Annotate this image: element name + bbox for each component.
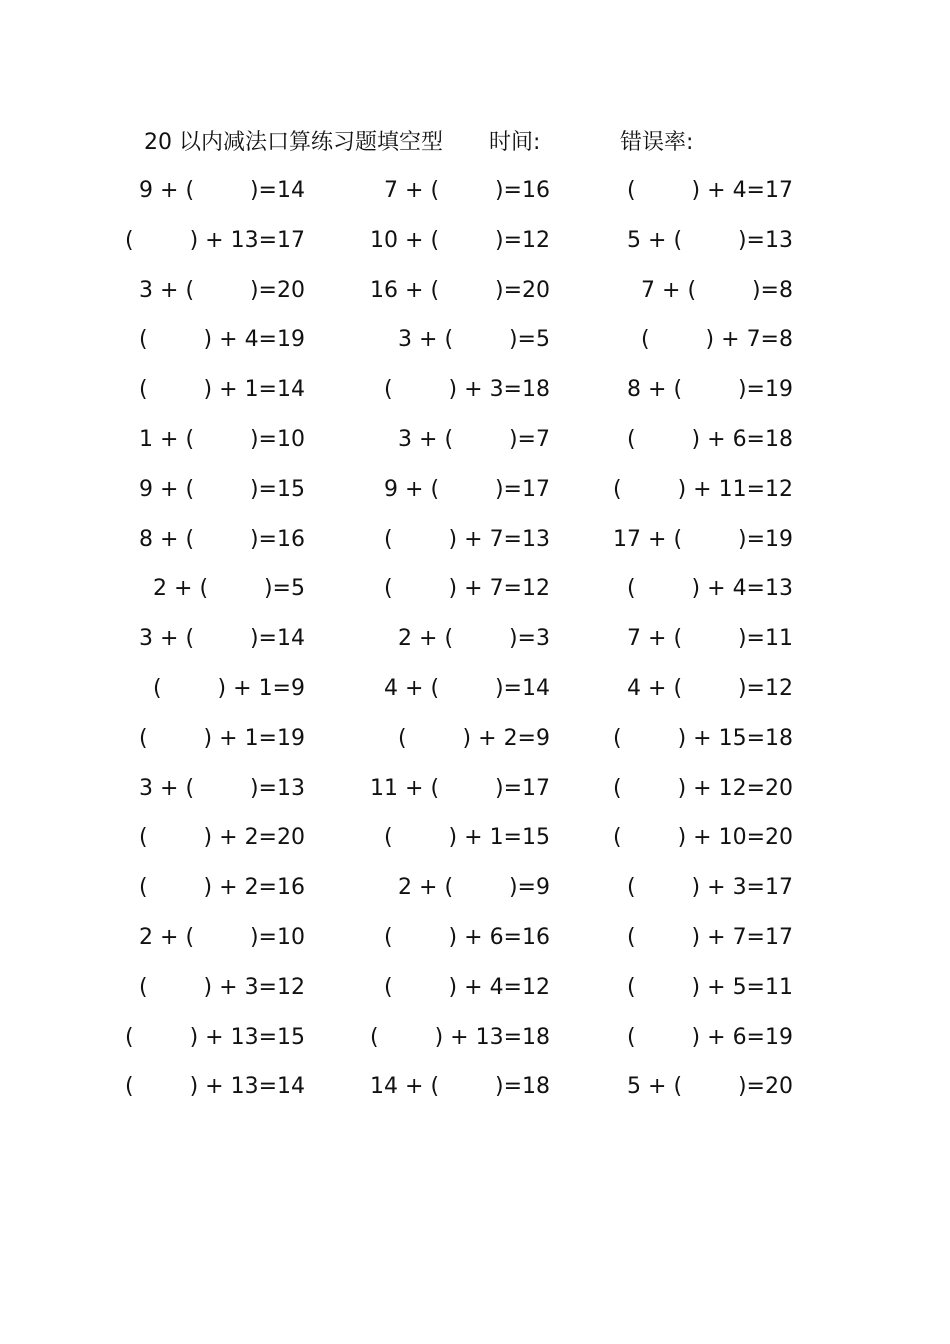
math-problem: 3 + ( )=5	[398, 327, 550, 353]
math-problem: 14 + ( )=18	[370, 1074, 550, 1100]
worksheet-header	[144, 127, 744, 159]
math-problem: 3 + ( )=20	[139, 277, 305, 303]
problem-row	[0, 1070, 950, 1120]
math-problem: 16 + ( )=20	[370, 277, 550, 303]
math-problem: ( ) + 1=19	[139, 725, 305, 751]
math-problem: ( ) + 7=13	[384, 526, 550, 552]
math-problem: 10 + ( )=12	[370, 227, 550, 253]
math-problem: 7 + ( )=8	[641, 277, 793, 303]
math-problem: ( ) + 11=12	[613, 476, 793, 502]
math-problem: ( ) + 6=18	[627, 426, 793, 452]
math-problem: 4 + ( )=14	[384, 675, 550, 701]
problem-row	[0, 323, 950, 373]
problem-grid	[0, 174, 950, 1120]
math-problem: 8 + ( )=16	[139, 526, 305, 552]
math-problem: ( ) + 1=14	[139, 377, 305, 403]
math-problem: ( ) + 1=9	[153, 675, 305, 701]
math-problem: ( ) + 2=20	[139, 825, 305, 851]
math-problem: ( ) + 7=8	[641, 327, 793, 353]
math-problem: ( ) + 3=17	[627, 875, 793, 901]
math-problem: ( ) + 4=19	[139, 327, 305, 353]
problem-row	[0, 274, 950, 324]
problem-row	[0, 722, 950, 772]
problem-row	[0, 672, 950, 722]
math-problem: ( ) + 6=19	[627, 1024, 793, 1050]
math-problem: ( ) + 2=9	[398, 725, 550, 751]
math-problem: ( ) + 13=17	[125, 227, 305, 253]
problem-row	[0, 373, 950, 423]
problem-row	[0, 1021, 950, 1071]
math-problem: ( ) + 3=12	[139, 974, 305, 1000]
math-problem: ( ) + 4=13	[627, 576, 793, 602]
math-problem: ( ) + 13=15	[125, 1024, 305, 1050]
problem-row	[0, 921, 950, 971]
math-problem: 3 + ( )=14	[139, 626, 305, 652]
problem-row	[0, 871, 950, 921]
math-problem: 8 + ( )=19	[627, 377, 793, 403]
math-problem: 17 + ( )=19	[613, 526, 793, 552]
math-problem: ( ) + 3=18	[384, 377, 550, 403]
math-problem: 11 + ( )=17	[370, 775, 550, 801]
math-problem: 3 + ( )=13	[139, 775, 305, 801]
problem-row	[0, 572, 950, 622]
math-problem: 1 + ( )=10	[139, 426, 305, 452]
math-problem: 5 + ( )=13	[627, 227, 793, 253]
math-problem: 9 + ( )=14	[139, 178, 305, 203]
problem-row	[0, 772, 950, 822]
problem-row	[0, 971, 950, 1021]
math-problem: 9 + ( )=15	[139, 476, 305, 502]
worksheet-title: 20 以内减法口算练习题填空型	[144, 130, 443, 155]
problem-row	[0, 423, 950, 473]
math-problem: ( ) + 5=11	[627, 974, 793, 1000]
math-problem: 2 + ( )=3	[398, 626, 550, 652]
math-problem: 7 + ( )=16	[384, 178, 550, 203]
problem-row	[0, 224, 950, 274]
math-problem: ( ) + 12=20	[613, 775, 793, 801]
math-problem: 2 + ( )=9	[398, 875, 550, 901]
math-problem: ( ) + 1=15	[384, 825, 550, 851]
math-problem: ( ) + 7=17	[627, 924, 793, 950]
math-problem: ( ) + 6=16	[384, 924, 550, 950]
math-problem: 2 + ( )=5	[153, 576, 305, 602]
math-problem: ( ) + 10=20	[613, 825, 793, 851]
problem-row	[0, 174, 950, 224]
math-problem: ( ) + 4=12	[384, 974, 550, 1000]
math-problem: ( ) + 13=18	[370, 1024, 550, 1050]
math-problem: ( ) + 7=12	[384, 576, 550, 602]
math-problem: ( ) + 13=14	[125, 1074, 305, 1100]
math-problem: 2 + ( )=10	[139, 924, 305, 950]
math-problem: 5 + ( )=20	[627, 1074, 793, 1100]
error-rate-label: 错误率:	[620, 130, 694, 155]
math-problem: 7 + ( )=11	[627, 626, 793, 652]
problem-row	[0, 622, 950, 672]
math-problem: ( ) + 15=18	[613, 725, 793, 751]
math-problem: ( ) + 2=16	[139, 875, 305, 901]
time-label: 时间:	[489, 130, 541, 155]
math-problem: 3 + ( )=7	[398, 426, 550, 452]
math-problem: ( ) + 4=17	[627, 178, 793, 203]
math-problem: 9 + ( )=17	[384, 476, 550, 502]
problem-row	[0, 821, 950, 871]
math-problem: 4 + ( )=12	[627, 675, 793, 701]
problem-row	[0, 523, 950, 573]
problem-row	[0, 473, 950, 523]
